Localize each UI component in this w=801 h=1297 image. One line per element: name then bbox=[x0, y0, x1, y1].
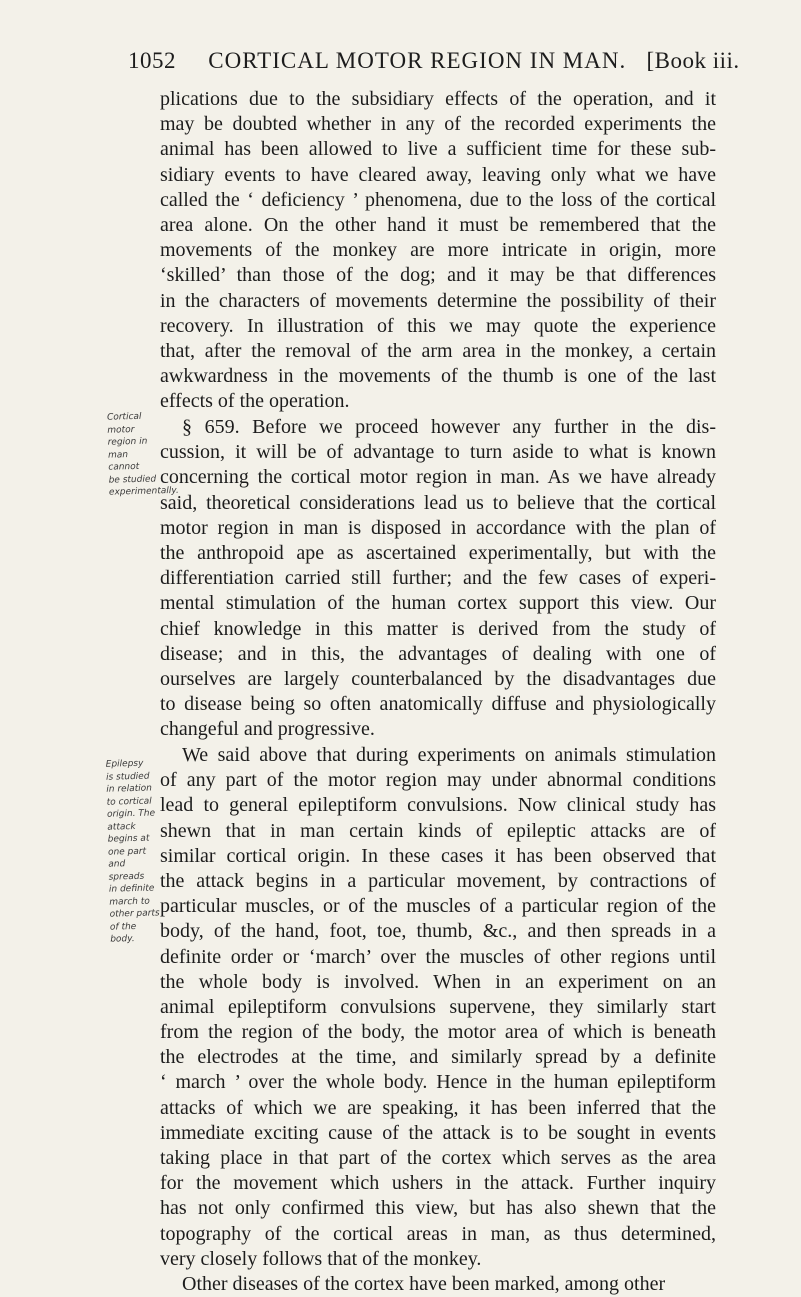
text-line: awkwardness in the movements of the thumb is one of the last bbox=[160, 365, 716, 388]
paragraph-2 bbox=[160, 415, 716, 742]
text-line: Other diseases of the cortex have been marked, among other bbox=[182, 1273, 666, 1296]
text-line: effects of the operation. bbox=[160, 390, 350, 413]
text-line: cussion, it will be of advantage to turn aside to what is known bbox=[160, 441, 716, 464]
paragraph-1 bbox=[160, 87, 716, 414]
paragraph-3 bbox=[160, 743, 716, 1272]
text-line: ourselves are largely counterbalanced by the disadvantages due bbox=[160, 667, 716, 690]
text-line: said, theoretical considerations lead us to believe that the cortical bbox=[160, 491, 716, 514]
text-line: disease; and in this, the advantages of dealing with one of bbox=[160, 642, 716, 665]
text-line: particular muscles, or of the muscles of a particular region of the bbox=[160, 895, 716, 918]
text-line: immediate exciting cause of the attack is to be sought in events bbox=[160, 1121, 716, 1144]
text-line: differentiation carried still further; and the few cases of experi- bbox=[160, 567, 716, 590]
margin-note-2 bbox=[106, 757, 163, 946]
margin-note-line: Cortical motor bbox=[106, 411, 142, 436]
text-line: animal epileptiform convulsions supervene, they similarly start bbox=[160, 995, 716, 1018]
text-line: called the ‘ deficiency ’ phenomena, due to the loss of the cortical bbox=[160, 188, 716, 211]
margin-note-line: man cannot bbox=[107, 449, 140, 473]
margin-note-line: Epilepsy bbox=[105, 758, 144, 770]
text-line: the attack begins in a particular movement, by contractions of bbox=[160, 869, 716, 892]
text-line: changeful and progressive. bbox=[160, 718, 375, 741]
text-line: animal has been allowed to live a sufficient time for these sub- bbox=[160, 138, 716, 161]
text-line: topography of the cortical areas in man, as thus determined, bbox=[160, 1222, 716, 1245]
margin-note-line: origin. The bbox=[106, 808, 156, 820]
text-line: sidiary events to have cleared away, leaving only what we have bbox=[160, 163, 716, 186]
text-line: the anthropoid ape as ascertained experimentally, but with the bbox=[160, 541, 716, 564]
text-line: taking place in that part of the cortex which serves as the area bbox=[160, 1147, 716, 1169]
margin-note-line: march to bbox=[109, 896, 150, 908]
margin-note-line: be studied bbox=[108, 473, 157, 486]
margin-note-line: experimentally. bbox=[108, 485, 179, 498]
margin-note-line: one part bbox=[107, 846, 147, 858]
text-line: similar cortical origin. In these cases it has been observed that bbox=[160, 844, 716, 867]
paragraph-4 bbox=[160, 1272, 716, 1297]
text-line: area alone. On the other hand it must be remembered that the bbox=[160, 213, 716, 236]
text-line: that, after the removal of the arm area in the monkey, a certain bbox=[160, 339, 716, 362]
margin-note-line: in definite bbox=[108, 883, 155, 895]
text-line: the electrodes at the time, and similarly spread by a definite bbox=[160, 1046, 716, 1069]
text-line: body, of the hand, foot, toe, thumb, &c., and then spreads in a bbox=[160, 920, 716, 943]
margin-note-1 bbox=[106, 410, 179, 499]
margin-note-line: attack bbox=[107, 821, 136, 833]
text-line: § 659. Before we proceed however any further in the dis- bbox=[182, 416, 716, 438]
text-line: ‘skilled’ than those of the dog; and it may be that differences bbox=[160, 264, 716, 287]
margin-note-line: begins at bbox=[107, 833, 150, 845]
text-line: chief knowledge in this matter is derived from the study of bbox=[160, 617, 716, 640]
running-title: CORTICAL MOTOR REGION IN MAN. bbox=[208, 48, 627, 73]
text-line: lead to general epileptiform convulsions. Now clinical study has bbox=[160, 794, 716, 817]
text-line: of any part of the motor region may under abnormal conditions bbox=[160, 769, 716, 792]
text-line: plications due to the subsidiary effects of the operation, and it bbox=[160, 88, 716, 110]
text-line: movements of the monkey are more intricate in origin, more bbox=[160, 239, 716, 262]
text-line: mental stimulation of the human cortex support this view. Our bbox=[160, 592, 716, 615]
text-line: has not only confirmed this view, but has also shewn that the bbox=[160, 1197, 716, 1220]
margin-note-line: region in bbox=[107, 436, 148, 448]
text-line: concerning the cortical motor region in man. As we have already bbox=[160, 466, 716, 489]
text-line: motor region in man is disposed in accordance with the plan of bbox=[160, 516, 716, 539]
margin-note-line: in relation bbox=[106, 783, 153, 795]
running-header bbox=[128, 48, 740, 74]
text-line: recovery. In illustration of this we may quote the experience bbox=[160, 314, 716, 337]
page-number: 1052 bbox=[128, 48, 176, 73]
text-line: for the movement which ushers in the attack. Further inquiry bbox=[160, 1172, 716, 1195]
margin-note-line: to cortical bbox=[106, 796, 152, 808]
text-line: We said above that during experiments on animals stimulation bbox=[182, 744, 716, 766]
text-line: may be doubted whether in any of the recorded experiments the bbox=[160, 113, 716, 136]
text-line: very closely follows that of the monkey. bbox=[160, 1247, 482, 1270]
margin-note-line: other parts bbox=[109, 908, 160, 920]
text-line: ‘ march ’ over the whole body. Hence in the human epileptiform bbox=[160, 1071, 716, 1094]
book-number: [Book iii. bbox=[646, 48, 740, 73]
text-line: attacks of which we are speaking, it has been inferred that the bbox=[160, 1096, 716, 1119]
text-line: in the characters of movements determine the possibility of their bbox=[160, 289, 716, 312]
text-line: definite order or ‘march’ over the muscles of other regions until bbox=[160, 945, 716, 968]
text-line: from the region of the body, the motor area of which is beneath bbox=[160, 1021, 716, 1044]
text-line: the whole body is involved. When in an experiment on an bbox=[160, 970, 716, 993]
margin-note-line: and spreads bbox=[108, 859, 145, 883]
text-line: shewn that in man certain kinds of epileptic attacks are of bbox=[160, 819, 716, 842]
text-line: to disease being so often anatomically diffuse and physiologically bbox=[160, 693, 716, 716]
margin-note-line: of the body. bbox=[109, 921, 137, 945]
margin-note-line: is studied bbox=[105, 771, 150, 783]
